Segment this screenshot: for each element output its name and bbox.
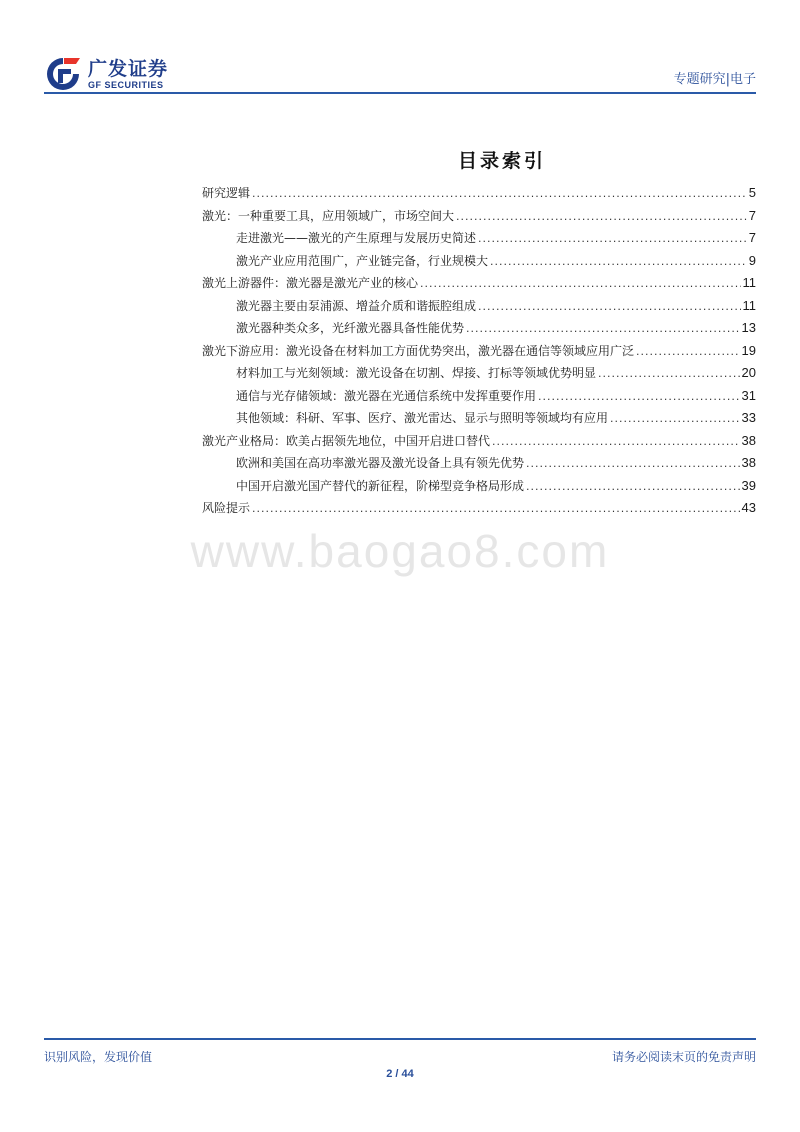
toc-entry[interactable]: [202, 430, 756, 453]
toc-entry-title: 激光产业应用范围广，产业链完备，行业规模大: [236, 253, 489, 268]
page-header: [0, 0, 800, 100]
toc-entry-page: 19: [741, 342, 756, 358]
toc-dot-leader: [492, 431, 740, 454]
logo-english-name: GF SECURITIES: [88, 79, 164, 90]
logo-chinese-name: 广发证券: [88, 57, 169, 80]
toc-entry-page: 11: [742, 275, 756, 290]
toc-dot-leader: [420, 273, 740, 296]
toc-entry-page: 31: [741, 387, 756, 403]
toc-entry-title: 中国开启激光国产替代的新征程，阶梯型竞争格局形成: [236, 478, 525, 493]
toc-entry-title: 激光产业格局：欧美占据领先地位，中国开启进口替代: [202, 433, 491, 448]
toc-dot-leader: [478, 296, 740, 319]
footer-disclaimer-note: 请务必阅读末页的免责声明: [611, 1050, 756, 1064]
watermark: www.baogao8.com: [190, 525, 610, 577]
toc-entry-title: 研究逻辑: [202, 186, 251, 200]
gf-logo-mark-icon: [44, 55, 82, 93]
toc-entry[interactable]: [202, 205, 756, 228]
toc-entry-page: 39: [741, 477, 756, 493]
toc-entry-title: 通信与光存储领域：激光器在光通信系统中发挥重要作用: [236, 388, 537, 403]
toc-entry-page: 5: [748, 185, 756, 200]
toc-entry-title: 激光上游器件：激光器是激光产业的核心: [202, 276, 419, 290]
company-logo: [44, 54, 168, 94]
toc-entry-title: 欧洲和美国在高功率激光器及激光设备上具有领先优势: [236, 456, 525, 470]
toc-entry-page: 43: [741, 500, 756, 515]
toc-entry-page: 38: [741, 455, 756, 470]
toc-dot-leader: [598, 363, 740, 386]
toc-entry[interactable]: [202, 475, 756, 498]
footer-slogan: 识别风险，发现价值: [44, 1050, 153, 1064]
toc-entry[interactable]: [202, 182, 756, 205]
toc-entry-page: 11: [742, 297, 756, 313]
toc-title: 目录索引: [457, 150, 546, 172]
toc-dot-leader: [526, 476, 740, 499]
toc-entry-title: 其他领域：科研、军事、医疗、激光雷达、显示与照明等领域均有应用: [236, 411, 609, 425]
toc-dot-leader: [526, 453, 740, 476]
footer-divider: [44, 1038, 756, 1040]
toc-entry-title: 激光器主要由泵浦源、增益介质和谐振腔组成: [236, 298, 477, 313]
toc-entry[interactable]: [202, 317, 756, 340]
toc-entry[interactable]: [202, 295, 756, 318]
toc-dot-leader: [490, 251, 747, 274]
page-number: 2 / 44: [386, 1068, 414, 1080]
toc-entry[interactable]: [202, 227, 756, 250]
toc-entry-title: 激光器种类众多，光纤激光器具备性能优势: [236, 321, 465, 335]
toc-dot-leader: [252, 498, 740, 521]
toc-entry[interactable]: [202, 497, 756, 520]
toc-entry[interactable]: [202, 340, 756, 363]
toc-entry[interactable]: [202, 272, 756, 295]
toc-dot-leader: [252, 183, 747, 206]
toc-entry-page: 13: [741, 320, 756, 335]
toc-entry-title: 材料加工与光刻领域：激光设备在切割、焊接、打标等领域优势明显: [236, 366, 597, 380]
toc-entry[interactable]: [202, 407, 756, 430]
report-section-label: 专题研究|电子: [673, 72, 756, 87]
toc-dot-leader: [636, 341, 740, 364]
table-of-contents: [202, 182, 756, 520]
toc-entry-page: 9: [748, 252, 756, 268]
toc-entry-page: 38: [741, 432, 756, 448]
header-divider: [44, 92, 756, 94]
toc-entry[interactable]: [202, 385, 756, 408]
toc-dot-leader: [466, 318, 740, 341]
toc-entry-title: 走进激光——激光的产生原理与发展历史简述: [236, 231, 477, 245]
toc-entry-title: 风险提示: [202, 501, 251, 515]
toc-entry-page: 7: [748, 230, 756, 245]
toc-dot-leader: [610, 408, 740, 431]
toc-entry[interactable]: [202, 452, 756, 475]
toc-entry-page: 33: [741, 410, 756, 425]
toc-dot-leader: [478, 228, 747, 251]
toc-dot-leader: [456, 206, 747, 229]
toc-entry-page: 7: [748, 207, 756, 223]
toc-entry[interactable]: [202, 362, 756, 385]
toc-entry[interactable]: [202, 250, 756, 273]
toc-dot-leader: [538, 386, 740, 409]
toc-entry-title: 激光下游应用：激光设备在材料加工方面优势突出，激光器在通信等领域应用广泛: [202, 343, 635, 358]
toc-entry-page: 20: [741, 365, 756, 380]
toc-entry-title: 激光：一种重要工具，应用领域广，市场空间大: [202, 208, 455, 223]
